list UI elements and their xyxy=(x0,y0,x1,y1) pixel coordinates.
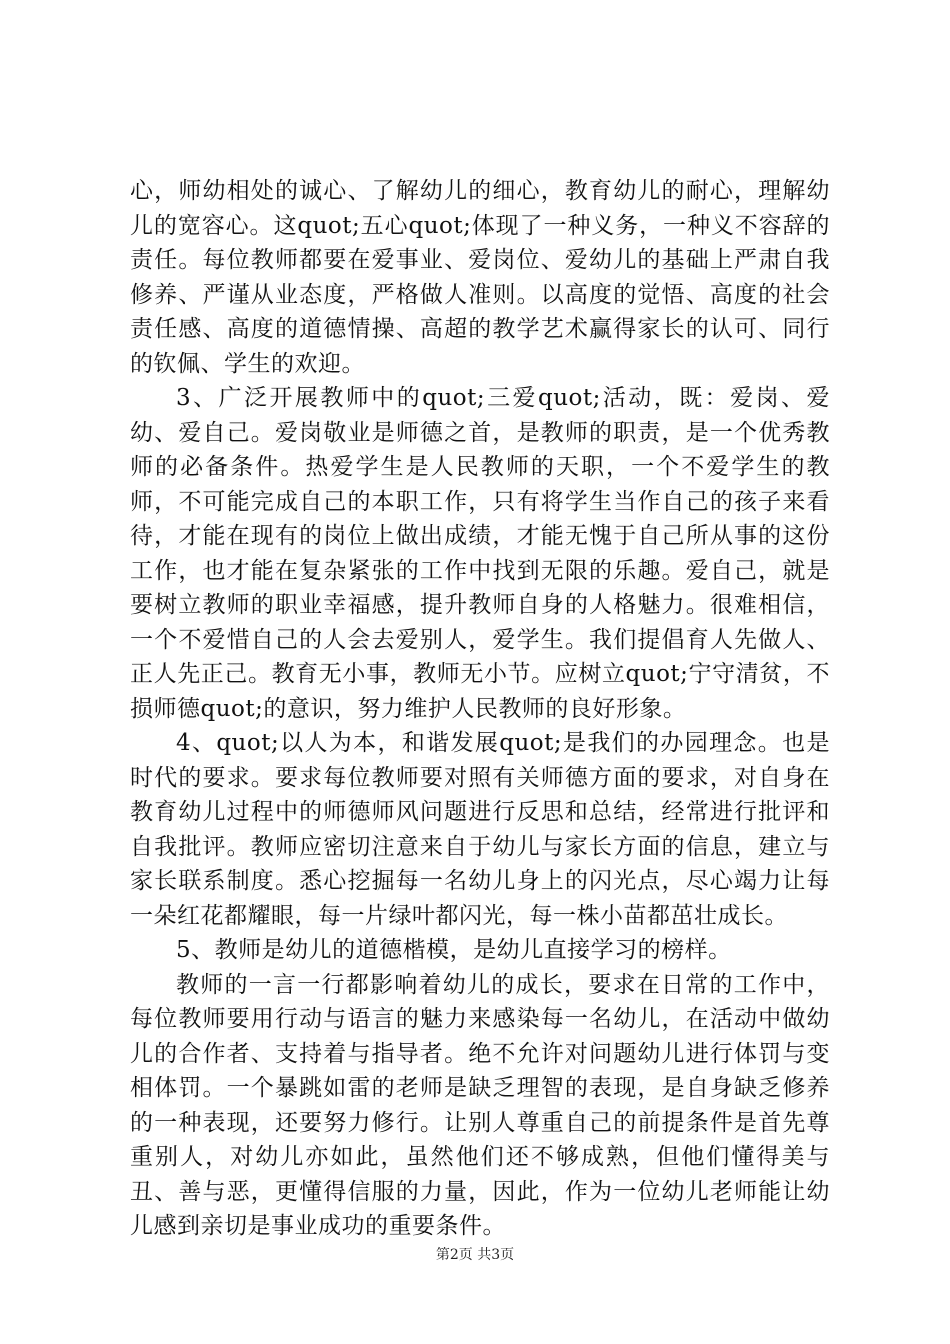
page-footer: 第2页 共3页 xyxy=(435,1247,515,1263)
paragraph-item-3: 3、广泛开展教师中的quot;三爱quot;活动，既：爱岗、爱幼、爱自己。爱岗敬业是师德之首，是教师的职责，是一个优秀教师的必备条件。热爱学生是人民教师的天职，一个不爱学生的教师，不可能完成自己的本职工作，只有将学生当作自己的孩子来看待，才能在现有的岗位上做出成绩，才能无愧于自己所从事的这份工作，也才能在复杂紧张的工作中找到无限的乐趣。爱自己，就是要树立教师的职业幸福感，提升教师自身的人格魅力。很难相信，一个不爱惜自己的人会去爱别人，爱学生。我们提倡育人先做人、正人先正己。教育无小事，教师无小节。应树立quot;宁守清贫，不损师德quot;的意识，努力维护人民教师的良好形象。 xyxy=(130,385,830,722)
paragraph-item-5-body: 教师的一言一行都影响着幼儿的成长，要求在日常的工作中，每位教师要用行动与语言的魅力来感染每一名幼儿，在活动中做幼儿的合作者、支持着与指导者。绝不允许对问题幼儿进行体罚与变相体罚。一个暴跳如雷的老师是缺乏理智的表现，是自身缺乏修养的一种表现，还要努力修行。让别人尊重自己的前提条件是首先尊重别人，对幼儿亦如此，虽然他们还不够成熟，但他们懂得美与丑、善与恶，更懂得信服的力量，因此，作为一位幼儿老师能让幼儿感到亲切是事业成功的重要条件。 xyxy=(130,971,830,1239)
paragraph-item-4: 4、quot;以人为本，和谐发展quot;是我们的办园理念。也是时代的要求。要求每位教师要对照有关师德方面的要求，对自身在教育幼儿过程中的师德师风问题进行反思和总结，经常进行批评和自我批评。教师应密切注意来自于幼儿与家长方面的信息，建立与家长联系制度。悉心挖掘每一名幼儿身上的闪光点，尽心竭力让每一朵红花都耀眼，每一片绿叶都闪光，每一株小苗都茁壮成长。 xyxy=(130,730,830,929)
document-body xyxy=(130,174,830,1244)
paragraph-item-5: 5、教师是幼儿的道德楷模，是幼儿直接学习的榜样。 xyxy=(176,937,732,963)
paragraph-continuation: 心，师幼相处的诚心、了解幼儿的细心，教育幼儿的耐心，理解幼儿的宽容心。这quot;五心quot;体现了一种义务，一种义不容辞的责任。每位教师都要在爱事业、爱岗位、爱幼儿的基础上严肃自我修养、严谨从业态度，严格做人准则。以高度的觉悟、高度的社会责任感、高度的道德情操、高超的教学艺术赢得家长的认可、同行的钦佩、学生的欢迎。 xyxy=(130,178,830,377)
